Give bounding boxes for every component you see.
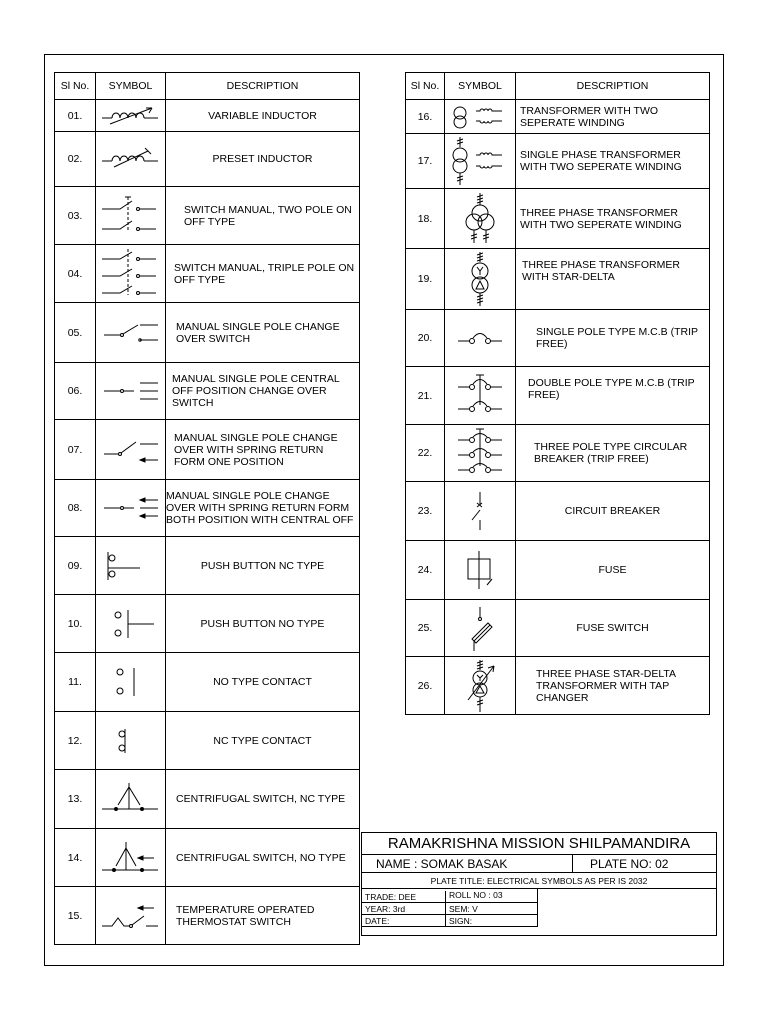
header-description: DESCRIPTION <box>166 73 360 100</box>
row-number: 15. <box>55 887 96 945</box>
name-row <box>362 855 716 873</box>
tap-changer-transformer-icon <box>446 658 514 714</box>
row-description: THREE PHASE TRANSFORMER WITH STAR-DELTA <box>516 249 710 310</box>
row-number: 22. <box>406 425 445 482</box>
fuse-icon <box>446 547 514 593</box>
row-number: 12. <box>55 712 96 770</box>
table-row <box>55 480 360 537</box>
two-pole-switch-icon <box>98 191 164 241</box>
nc-contact-icon <box>98 721 164 761</box>
three-phase-transformer-icon <box>446 191 514 247</box>
table-row <box>55 829 360 887</box>
star-delta-transformer-icon <box>446 250 514 308</box>
central-off-switch-icon <box>98 371 164 411</box>
row-number: 26. <box>406 657 445 715</box>
variable-inductor-icon <box>98 102 164 130</box>
transformer-two-winding-icon <box>446 101 514 133</box>
spring-return-one-icon <box>98 430 164 470</box>
change-over-switch-icon <box>98 313 164 353</box>
fuse-switch-icon <box>446 603 514 653</box>
table-row <box>55 653 360 712</box>
left-symbol-table <box>54 72 360 945</box>
row-number: 03. <box>55 187 96 245</box>
row-number: 01. <box>55 100 96 132</box>
row-number: 10. <box>55 595 96 653</box>
row-description: TEMPERATURE OPERATED THERMOSTAT SWITCH <box>166 887 360 945</box>
row-number: 24. <box>406 541 445 600</box>
trade-cell: TRADE: DEE <box>362 891 446 903</box>
thermostat-switch-icon <box>98 894 164 938</box>
double-pole-mcb-icon <box>446 371 514 421</box>
row-number: 20. <box>406 310 445 367</box>
table-row <box>406 134 710 189</box>
push-button-nc-icon <box>98 546 164 586</box>
row-description: PUSH BUTTON NO TYPE <box>166 595 360 653</box>
table-row <box>406 425 710 482</box>
row-description: CIRCUIT BREAKER <box>516 482 710 541</box>
table-row <box>55 187 360 245</box>
sem-cell: SEM: V <box>446 903 538 915</box>
table-row <box>55 770 360 829</box>
table-row <box>55 537 360 595</box>
table-row <box>55 245 360 303</box>
table-row <box>55 303 360 363</box>
roll-no-cell: ROLL NO : 03 <box>446 889 538 903</box>
table-row <box>406 100 710 134</box>
row-description: MANUAL SINGLE POLE CHANGE OVER WITH SPRING RETURN FORM ONE POSITION <box>166 420 360 480</box>
single-pole-mcb-icon <box>446 323 514 353</box>
header-description: DESCRIPTION <box>516 73 710 100</box>
table-row <box>55 420 360 480</box>
date-cell: DATE: <box>362 915 446 927</box>
row-number: 11. <box>55 653 96 712</box>
triple-pole-switch-icon <box>98 247 164 301</box>
row-description: DOUBLE POLE TYPE M.C.B (TRIP FREE) <box>516 367 710 425</box>
row-number: 04. <box>55 245 96 303</box>
row-number: 05. <box>55 303 96 363</box>
row-number: 23. <box>406 482 445 541</box>
centrifugal-no-icon <box>98 836 164 880</box>
table-row <box>55 132 360 187</box>
header-sl-no: Sl No. <box>406 73 445 100</box>
institution-name: RAMAKRISHNA MISSION SHILPAMANDIRA <box>362 833 716 855</box>
row-number: 06. <box>55 363 96 420</box>
table-row <box>406 600 710 657</box>
row-description: PUSH BUTTON NC TYPE <box>166 537 360 595</box>
row-description: TRANSFORMER WITH TWO SEPERATE WINDING <box>516 100 710 134</box>
row-description: PRESET INDUCTOR <box>166 132 360 187</box>
row-number: 19. <box>406 249 445 310</box>
centrifugal-nc-icon <box>98 777 164 821</box>
table-row <box>406 189 710 249</box>
title-block <box>361 832 717 936</box>
row-description: NO TYPE CONTACT <box>166 653 360 712</box>
row-number: 17. <box>406 134 445 189</box>
three-pole-breaker-icon <box>446 426 514 480</box>
row-description: MANUAL SINGLE POLE CHANGE OVER SWITCH <box>166 303 360 363</box>
right-symbol-table <box>405 72 710 715</box>
row-number: 07. <box>55 420 96 480</box>
row-number: 21. <box>406 367 445 425</box>
table-row <box>406 310 710 367</box>
student-name: NAME : SOMAK BASAK <box>376 857 508 871</box>
header-symbol: SYMBOL <box>96 73 166 100</box>
row-description: VARIABLE INDUCTOR <box>166 100 360 132</box>
row-description: MANUAL SINGLE POLE CHANGE OVER WITH SPRING RETURN FORM BOTH POSITION WITH CENTRAL OFF <box>166 480 360 537</box>
row-description: CENTRIFUGAL SWITCH, NC TYPE <box>166 770 360 829</box>
row-description: CENTRIFUGAL SWITCH, NO TYPE <box>166 829 360 887</box>
single-phase-transformer-icon <box>446 135 514 187</box>
table-row <box>55 100 360 132</box>
row-description: SWITCH MANUAL, TWO POLE ON OFF TYPE <box>166 187 360 245</box>
row-description: THREE PHASE STAR-DELTA TRANSFORMER WITH TAP CHANGER <box>516 657 710 715</box>
push-button-no-icon <box>98 604 164 644</box>
row-number: 02. <box>55 132 96 187</box>
plate-number: PLATE NO: 02 <box>590 857 669 871</box>
table-header <box>55 73 360 100</box>
table-row <box>406 367 710 425</box>
table-row <box>55 363 360 420</box>
header-sl-no: Sl No. <box>55 73 96 100</box>
circuit-breaker-icon <box>446 488 514 534</box>
row-number: 13. <box>55 770 96 829</box>
divider <box>572 855 573 872</box>
table-header <box>406 73 710 100</box>
row-description: THREE PHASE TRANSFORMER WITH TWO SEPERATE WINDING <box>516 189 710 249</box>
row-number: 16. <box>406 100 445 134</box>
year-cell: YEAR: 3rd <box>362 903 446 915</box>
row-description: SINGLE PHASE TRANSFORMER WITH TWO SEPERATE WINDING <box>516 134 710 189</box>
header-symbol: SYMBOL <box>445 73 516 100</box>
table-row <box>55 887 360 945</box>
row-description: FUSE SWITCH <box>516 600 710 657</box>
table-row <box>406 249 710 310</box>
table-row <box>406 482 710 541</box>
row-description: FUSE <box>516 541 710 600</box>
spring-return-both-icon <box>98 488 164 528</box>
table-row <box>55 712 360 770</box>
row-number: 09. <box>55 537 96 595</box>
row-description: MANUAL SINGLE POLE CENTRAL OFF POSITION CHANGE OVER SWITCH <box>166 363 360 420</box>
row-number: 08. <box>55 480 96 537</box>
row-description: THREE POLE TYPE CIRCULAR BREAKER (TRIP FREE) <box>516 425 710 482</box>
row-number: 18. <box>406 189 445 249</box>
row-description: SWITCH MANUAL, TRIPLE POLE ON OFF TYPE <box>166 245 360 303</box>
row-number: 14. <box>55 829 96 887</box>
row-number: 25. <box>406 600 445 657</box>
plate-title: PLATE TITLE: ELECTRICAL SYMBOLS AS PER IS 2032 <box>362 873 716 889</box>
row-description: NC TYPE CONTACT <box>166 712 360 770</box>
table-row <box>406 657 710 715</box>
table-row <box>55 595 360 653</box>
table-row <box>406 541 710 600</box>
no-contact-icon <box>98 662 164 702</box>
row-description: SINGLE POLE TYPE M.C.B (TRIP FREE) <box>516 310 710 367</box>
preset-inductor-icon <box>98 145 164 173</box>
sign-cell: SIGN: <box>446 915 538 927</box>
